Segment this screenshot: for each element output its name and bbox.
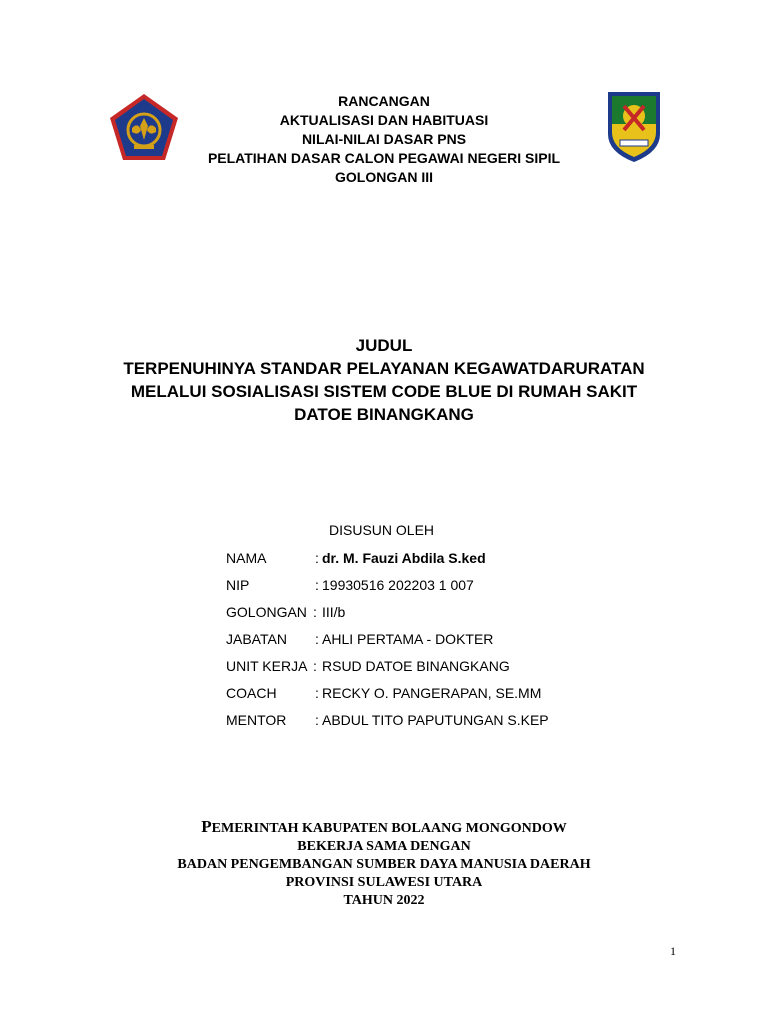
footer-line: TAHUN 2022	[343, 893, 425, 908]
info-label: COACH	[226, 685, 277, 701]
header-line: RANCANGAN	[338, 93, 430, 109]
info-separator: :	[313, 658, 317, 674]
document-footer	[100, 818, 668, 910]
info-value: dr. M. Fauzi Abdila S.ked	[322, 550, 486, 566]
header-line: NILAI-NILAI DASAR PNS	[301, 131, 467, 147]
title-line: DATOE BINANGKANG	[294, 405, 474, 424]
footer-line: BEKERJA SAMA DENGAN	[297, 839, 471, 854]
info-value: AHLI PERTAMA - DOKTER	[322, 631, 494, 647]
title-line: TERPENUHINYA STANDAR PELAYANAN KEGAWATDARURATAN	[123, 359, 645, 378]
footer-first-rest: EMERINTAH KABUPATEN BOLAANG MONGONDOW	[211, 821, 567, 836]
info-separator: :	[315, 577, 319, 593]
document-header	[150, 92, 618, 187]
author-heading: DISUSUN OLEH	[329, 522, 435, 538]
info-label: MENTOR	[226, 712, 287, 728]
title-line: MELALUI SOSIALISASI SISTEM CODE BLUE DI RUMAH SAKIT	[130, 382, 638, 401]
footer-line: PROVINSI SULAWESI UTARA	[285, 875, 483, 890]
info-label: NAMA	[226, 550, 267, 566]
info-label: UNIT KERJA	[226, 658, 308, 674]
header-line: GOLONGAN III	[335, 169, 433, 185]
info-separator: :	[315, 685, 319, 701]
info-value: 19930516 202203 1 007	[322, 577, 474, 593]
title-label: JUDUL	[355, 336, 413, 355]
info-separator: :	[315, 712, 319, 728]
info-value: III/b	[322, 604, 346, 620]
footer-line: BADAN PENGEMBANGAN SUMBER DAYA MANUSIA DAERAH	[177, 857, 591, 872]
info-label: JABATAN	[226, 631, 287, 647]
info-value: RSUD DATOE BINANGKANG	[322, 658, 510, 674]
document-title	[70, 334, 698, 426]
info-separator: :	[313, 604, 317, 620]
page-number: 1	[670, 944, 676, 958]
header-line: PELATIHAN DASAR CALON PEGAWAI NEGERI SIPIL	[207, 150, 561, 166]
footer-line	[100, 818, 668, 838]
info-value: ABDUL TITO PAPUTUNGAN S.KEP	[322, 712, 549, 728]
info-label: GOLONGAN	[226, 604, 307, 620]
header-line: AKTUALISASI DAN HABITUASI	[279, 112, 489, 128]
info-separator: :	[315, 631, 319, 647]
info-separator: :	[315, 550, 319, 566]
info-label: NIP	[226, 577, 250, 593]
info-value: RECKY O. PANGERAPAN, SE.MM	[322, 685, 542, 701]
footer-initial: P	[201, 817, 212, 836]
